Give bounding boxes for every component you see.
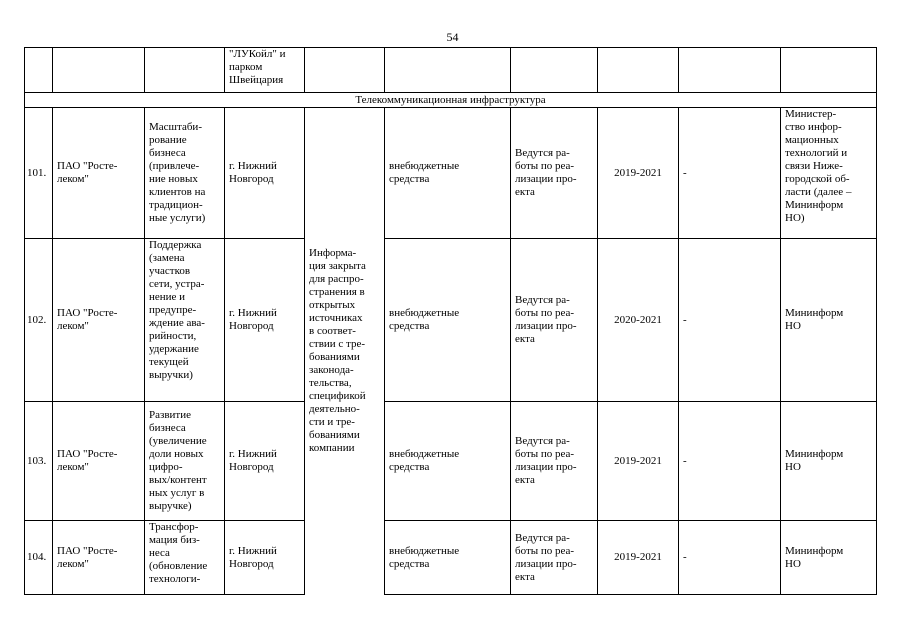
section-row <box>25 93 877 108</box>
status-cell: Ведутся ра- боты по реа- лизации про- екта <box>511 239 598 402</box>
organization-cell: ПАО "Росте- леком" <box>53 402 145 521</box>
volume-note-cell: Информа- ция закрыта для распро- странения в открытых источниках в соответ- ствии с тре- бованиями законода- тельства, спецификой деятельно- сти и тре- бованиями компании <box>305 108 385 595</box>
responsible-cell: Мининформ НО <box>781 521 877 595</box>
status-cell: Ведутся ра- боты по реа- лизации про- екта <box>511 402 598 521</box>
organization-cell: ПАО "Росте- леком" <box>53 239 145 402</box>
task-fragment-cell: "ЛУКойл" и парком Швейцария <box>225 48 305 93</box>
period-cell: 2019-2021 <box>598 402 679 521</box>
status-cell: Ведутся ра- боты по реа- лизации про- екта <box>511 108 598 239</box>
row-number: 103. <box>25 402 53 521</box>
section-title: Телекоммуникационная инфраструктура <box>25 93 877 108</box>
place-cell: г. Нижний Новгород <box>225 521 305 595</box>
table-cell <box>53 48 145 93</box>
table-cell <box>781 48 877 93</box>
status-cell: Ведутся ра- боты по реа- лизации про- екта <box>511 521 598 595</box>
funding-source-cell: внебюджетные средства <box>385 239 511 402</box>
place-cell: г. Нижний Новгород <box>225 108 305 239</box>
funding-source-cell: внебюджетные средства <box>385 521 511 595</box>
projects-table <box>24 47 877 595</box>
row-number: 104. <box>25 521 53 595</box>
table-cell <box>145 48 225 93</box>
place-cell: г. Нижний Новгород <box>225 239 305 402</box>
table-row <box>25 521 877 595</box>
responsible-cell: Мининформ НО <box>781 239 877 402</box>
place-cell: г. Нижний Новгород <box>225 402 305 521</box>
period-cell: 2019-2021 <box>598 521 679 595</box>
task-cell: Трансфор- мация биз- неса (обновление технологи- <box>145 521 225 595</box>
table-cell <box>679 48 781 93</box>
row-number: 101. <box>25 108 53 239</box>
dash-cell: - <box>679 402 781 521</box>
period-cell: 2020-2021 <box>598 239 679 402</box>
organization-cell: ПАО "Росте- леком" <box>53 108 145 239</box>
table-cell <box>511 48 598 93</box>
table-cell <box>598 48 679 93</box>
table-cell <box>385 48 511 93</box>
organization-cell: ПАО "Росте- леком" <box>53 521 145 595</box>
table-row <box>25 108 877 239</box>
table-row <box>25 402 877 521</box>
funding-source-cell: внебюджетные средства <box>385 402 511 521</box>
dash-cell: - <box>679 239 781 402</box>
responsible-cell: Мининформ НО <box>781 402 877 521</box>
row-number: 102. <box>25 239 53 402</box>
page-number: 54 <box>446 30 459 44</box>
dash-cell: - <box>679 521 781 595</box>
period-cell: 2019-2021 <box>598 108 679 239</box>
task-cell: Поддержка (замена участков сети, устра- нение и предупре- ждение ава- рийности, удержание текущей выручки) <box>145 239 225 402</box>
responsible-cell: Министер- ство инфор- мационных технологий и связи Ниже- городской об- ласти (далее – Мининформ НО) <box>781 108 877 239</box>
funding-source-cell: внебюджетные средства <box>385 108 511 239</box>
task-cell: Масштаби- рование бизнеса (привлече- ние новых клиентов на традицион- ные услуги) <box>145 108 225 239</box>
table-cell <box>305 48 385 93</box>
table-cell <box>25 48 53 93</box>
continuation-row <box>25 48 877 93</box>
table-row <box>25 239 877 402</box>
dash-cell: - <box>679 108 781 239</box>
task-cell: Развитие бизнеса (увеличение доли новых цифро- вых/контент ных услуг в выручке) <box>145 402 225 521</box>
